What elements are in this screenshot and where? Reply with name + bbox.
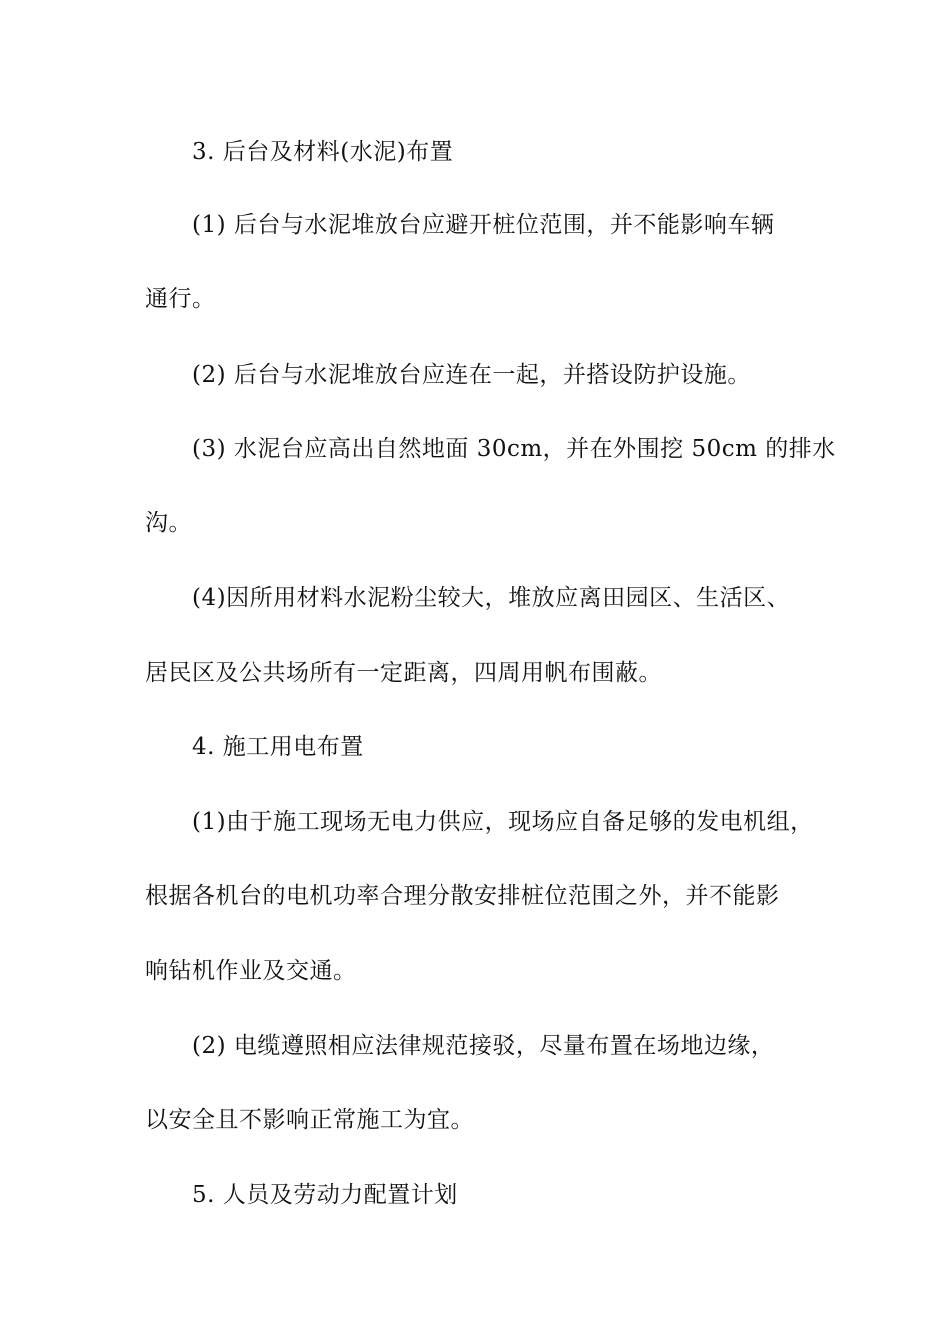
- paragraph-line: 沟。: [145, 510, 192, 536]
- paragraph-line: 通行。: [145, 286, 216, 312]
- paragraph-line: 根据各机台的电机功率合理分散安排桩位范围之外，并不能影: [145, 883, 780, 909]
- section-heading-5: 5. 人员及劳动力配置计划: [192, 1182, 458, 1208]
- paragraph-line: (1) 后台与水泥堆放台应避开桩位范围，并不能影响车辆: [192, 212, 775, 238]
- paragraph-line: 响钻机作业及交通。: [145, 958, 357, 984]
- section-heading-3: 3. 后台及材料(水泥)布置: [192, 139, 454, 165]
- paragraph-line: 以安全且不影响正常施工为宜。: [145, 1107, 474, 1133]
- section-heading-4: 4. 施工用电布置: [192, 734, 364, 760]
- paragraph-line: 居民区及公共场所有一定距离，四周用帆布围蔽。: [145, 660, 662, 686]
- paragraph-line: (2) 电缆遵照相应法律规范接驳，尽量布置在场地边缘，: [192, 1033, 775, 1059]
- paragraph-line: (3) 水泥台应高出自然地面 30cm，并在外围挖 50cm 的排水: [192, 436, 836, 462]
- paragraph-line: (2) 后台与水泥堆放台应连在一起，并搭设防护设施。: [192, 362, 751, 388]
- paragraph-line: (1)由于施工现场无电力供应，现场应自备足够的发电机组，: [192, 809, 814, 835]
- paragraph-line: (4)因所用材料水泥粉尘较大，堆放应离田园区、生活区、: [192, 585, 791, 611]
